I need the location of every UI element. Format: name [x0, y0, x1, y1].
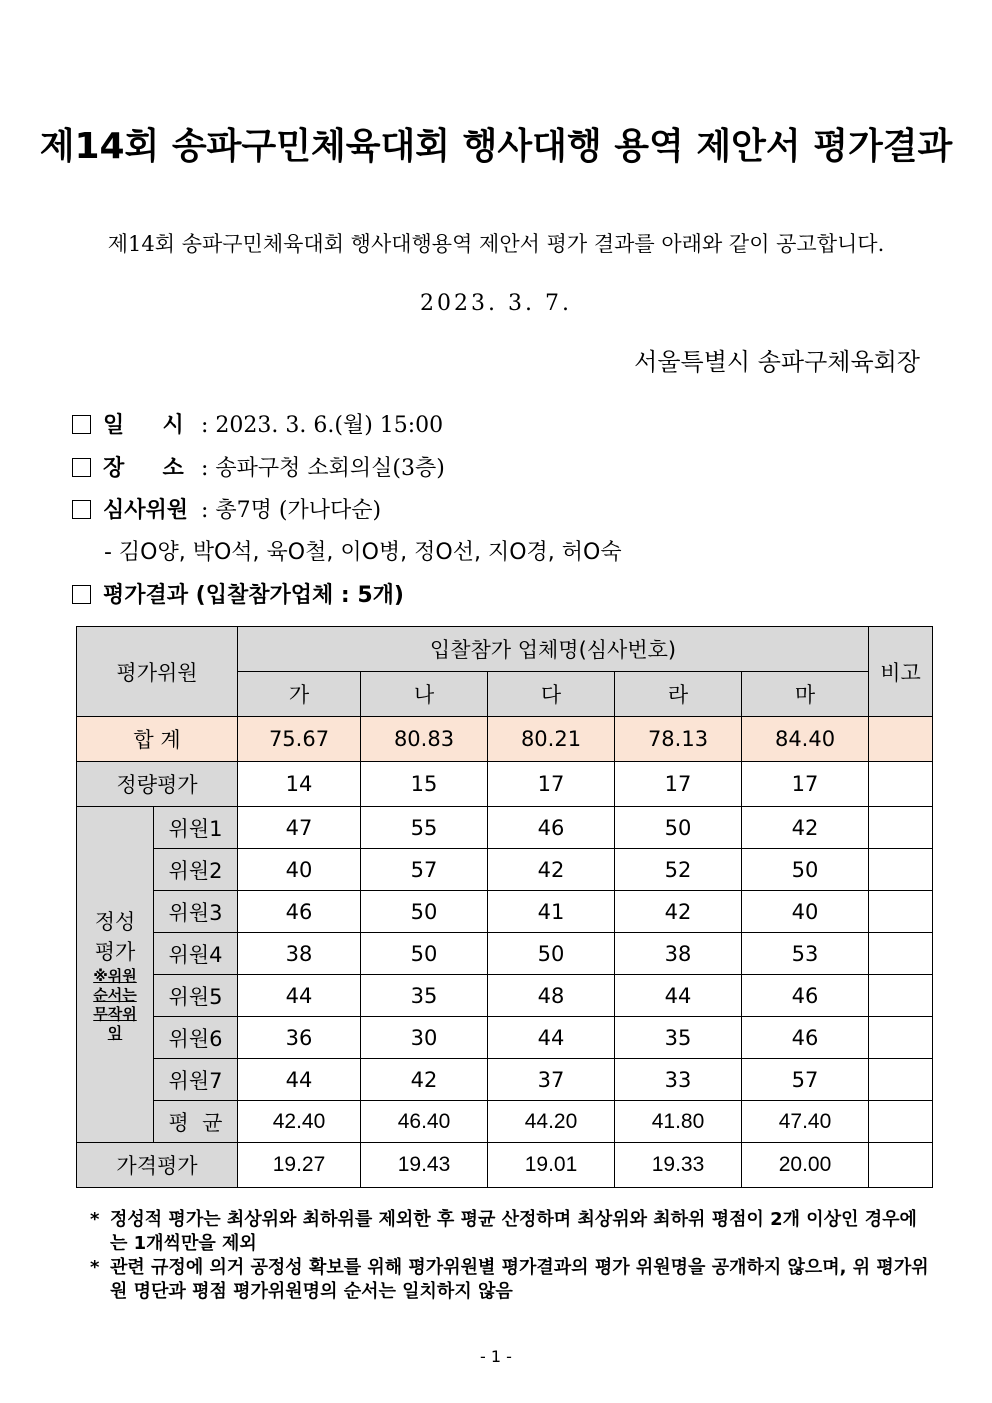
score-cell: 42: [615, 891, 742, 933]
total-row: [77, 717, 933, 762]
datetime-value: : 2023. 3. 6.(월) 15:00: [201, 413, 444, 438]
checkbox-square-icon: [72, 415, 91, 434]
score-cell: 41: [488, 891, 615, 933]
quant-label: 정량평가: [77, 762, 238, 807]
info-place: [72, 451, 445, 482]
score-cell: 46: [238, 891, 361, 933]
score-cell: 37: [488, 1059, 615, 1101]
member-label: 위원1: [154, 807, 238, 849]
place-value: : 송파구청 소회의실(3층): [201, 456, 445, 481]
average-cell: 46.40: [361, 1101, 488, 1143]
footnote-text: 관련 규정에 의거 공정성 확보를 위해 평가위원별 평가결과의 평가 위원명을 공개하지 않으며, 위 평가위원 명단과 평점 평가위원명의 순서는 일치하지 않음: [110, 1257, 929, 1302]
header-evaluator: 평가위원: [77, 627, 238, 717]
score-cell: 53: [742, 933, 869, 975]
member-row: [77, 1017, 933, 1059]
member-row: [77, 891, 933, 933]
remark-cell: [869, 849, 933, 891]
score-cell: 50: [361, 891, 488, 933]
score-cell: 57: [742, 1059, 869, 1101]
average-row: [77, 1101, 933, 1143]
quant-cell: 15: [361, 762, 488, 807]
footnote: [90, 1256, 930, 1304]
average-cell: 42.40: [238, 1101, 361, 1143]
header-companies: 입찰참가 업체명(심사번호): [238, 627, 869, 672]
info-judges: [72, 493, 381, 524]
price-label: 가격평가: [77, 1143, 238, 1188]
remark-cell: [869, 762, 933, 807]
member-label: 위원3: [154, 891, 238, 933]
total-cell: 80.21: [488, 717, 615, 762]
score-cell: 44: [488, 1017, 615, 1059]
result-label: 평가결과 (입찰참가업체 : 5개): [103, 583, 404, 608]
footnote-mark: *: [90, 1209, 100, 1230]
page-number: - 1 -: [480, 1347, 512, 1366]
member-row: [77, 933, 933, 975]
remark-cell: [869, 975, 933, 1017]
footnote-mark: *: [90, 1257, 100, 1278]
checkbox-square-icon: [72, 458, 91, 477]
company-header: 가: [238, 672, 361, 717]
member-label: 위원6: [154, 1017, 238, 1059]
place-label: 장 소: [103, 456, 184, 481]
total-cell: 78.13: [615, 717, 742, 762]
footnote: [90, 1208, 930, 1256]
score-cell: 46: [742, 1017, 869, 1059]
judges-list: - 김O양, 박O석, 육O철, 이O병, 정O선, 지O경, 허O숙: [104, 540, 622, 565]
score-cell: 44: [238, 975, 361, 1017]
score-cell: 50: [742, 849, 869, 891]
price-cell: 19.33: [615, 1143, 742, 1188]
price-cell: 19.43: [361, 1143, 488, 1188]
quant-cell: 14: [238, 762, 361, 807]
evaluation-table: [76, 626, 933, 1188]
page-title: 제14회 송파구민체육대회 행사대행 용역 제안서 평가결과: [39, 126, 953, 167]
qual-label-2: 평가: [94, 939, 136, 964]
score-cell: 42: [742, 807, 869, 849]
remark-cell: [869, 1101, 933, 1143]
company-header: 나: [361, 672, 488, 717]
score-cell: 42: [488, 849, 615, 891]
quant-cell: 17: [615, 762, 742, 807]
remark-cell: [869, 1143, 933, 1188]
member-row: [77, 975, 933, 1017]
score-cell: 57: [361, 849, 488, 891]
member-label: 위원4: [154, 933, 238, 975]
company-header: 다: [488, 672, 615, 717]
remark-cell: [869, 933, 933, 975]
score-cell: 50: [615, 807, 742, 849]
average-cell: 41.80: [615, 1101, 742, 1143]
remark-cell: [869, 717, 933, 762]
score-cell: 38: [238, 933, 361, 975]
quant-row: [77, 762, 933, 807]
footnotes: [90, 1208, 930, 1304]
score-cell: 46: [488, 807, 615, 849]
average-label: 평 균: [154, 1101, 238, 1143]
notice-text: 제14회 송파구민체육대회 행사대행용역 제안서 평가 결과를 아래와 같이 공고합니다.: [107, 232, 885, 256]
score-cell: 48: [488, 975, 615, 1017]
header-remark: 비고: [869, 627, 933, 717]
average-cell: 47.40: [742, 1101, 869, 1143]
qual-note: ※위원 순서는 무작위 임: [93, 966, 137, 1042]
remark-cell: [869, 1017, 933, 1059]
total-label: 합 계: [77, 717, 238, 762]
score-cell: 35: [361, 975, 488, 1017]
total-cell: 80.83: [361, 717, 488, 762]
quant-cell: 17: [488, 762, 615, 807]
judges-label: 심사위원: [103, 498, 189, 523]
price-cell: 19.01: [488, 1143, 615, 1188]
member-label: 위원5: [154, 975, 238, 1017]
score-cell: 42: [361, 1059, 488, 1101]
score-cell: 52: [615, 849, 742, 891]
info-datetime: [72, 408, 443, 439]
notice-date: 2023. 3. 7.: [420, 291, 572, 316]
checkbox-square-icon: [72, 500, 91, 519]
score-cell: 33: [615, 1059, 742, 1101]
company-header: 라: [615, 672, 742, 717]
member-label: 위원2: [154, 849, 238, 891]
score-cell: 46: [742, 975, 869, 1017]
issuer: 서울특별시 송파구체육회장: [634, 348, 920, 376]
member-row: [77, 807, 933, 849]
score-cell: 47: [238, 807, 361, 849]
company-header: 마: [742, 672, 869, 717]
score-cell: 40: [238, 849, 361, 891]
checkbox-square-icon: [72, 585, 91, 604]
score-cell: 50: [361, 933, 488, 975]
remark-cell: [869, 1059, 933, 1101]
total-cell: 84.40: [742, 717, 869, 762]
judges-value: : 총7명 (가나다순): [201, 498, 382, 523]
member-label: 위원7: [154, 1059, 238, 1101]
average-cell: 44.20: [488, 1101, 615, 1143]
score-cell: 35: [615, 1017, 742, 1059]
total-cell: 75.67: [238, 717, 361, 762]
member-row: [77, 849, 933, 891]
quant-cell: 17: [742, 762, 869, 807]
qual-label-1: 정성: [94, 909, 136, 934]
score-cell: 40: [742, 891, 869, 933]
remark-cell: [869, 807, 933, 849]
score-cell: 50: [488, 933, 615, 975]
price-cell: 20.00: [742, 1143, 869, 1188]
score-cell: 44: [238, 1059, 361, 1101]
score-cell: 30: [361, 1017, 488, 1059]
score-cell: 55: [361, 807, 488, 849]
datetime-label: 일 시: [103, 413, 184, 438]
remark-cell: [869, 891, 933, 933]
score-cell: 44: [615, 975, 742, 1017]
footnote-text: 정성적 평가는 최상위와 최하위를 제외한 후 평균 산정하며 최상위와 최하위 평점이 2개 이상인 경우에는 1개씩만을 제외: [110, 1209, 917, 1254]
score-cell: 36: [238, 1017, 361, 1059]
info-result: [72, 578, 404, 609]
member-row: [77, 1059, 933, 1101]
price-row: [77, 1143, 933, 1188]
score-cell: 38: [615, 933, 742, 975]
price-cell: 19.27: [238, 1143, 361, 1188]
qual-label-cell: [77, 807, 154, 1143]
